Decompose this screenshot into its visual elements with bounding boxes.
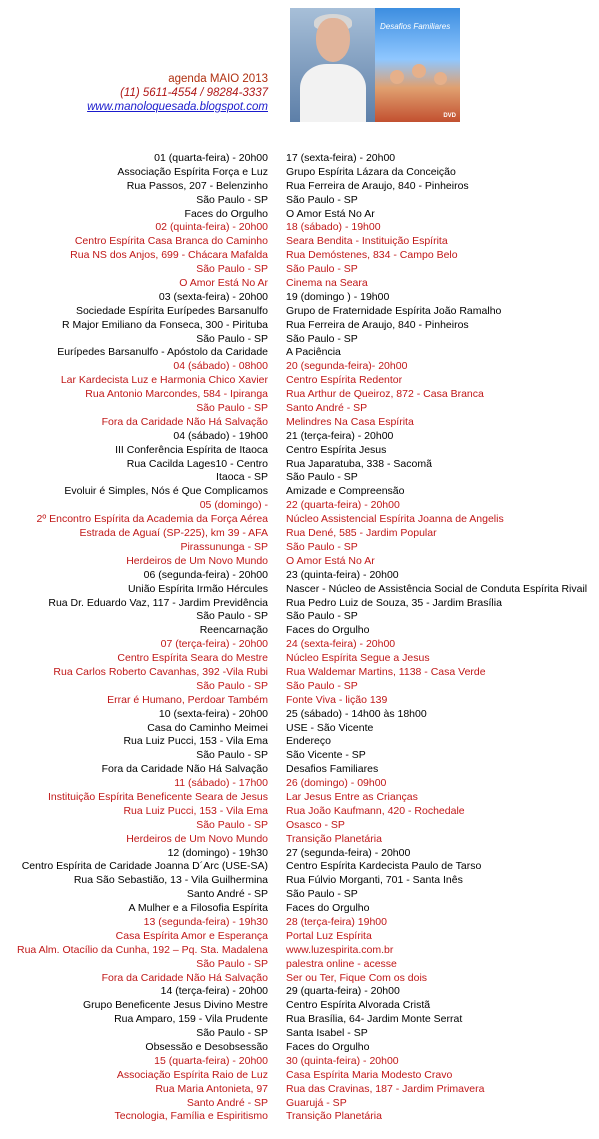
agenda-line: 17 (sexta-feira) - 20h00 [286, 152, 396, 164]
agenda-line: São Paulo - SP [196, 193, 268, 206]
agenda-line: Núcleo Espírita Segue a Jesus [286, 652, 430, 665]
agenda-line: Lar Kardecista Luz e Harmonia Chico Xavier [60, 374, 268, 387]
agenda-line: Rua Cacilda Lages10 - Centro [126, 457, 268, 470]
agenda-line: Obsessão e Desobsessão [145, 1041, 268, 1053]
agenda-line: 26 (domingo) - 09h00 [286, 777, 387, 790]
agenda-line: 06 (segunda-feira) - 20h00 [143, 568, 268, 581]
agenda-line: 22 (quarta-feira) - 20h00 [286, 499, 400, 512]
agenda-line: São Paulo - SP [286, 540, 358, 553]
agenda-line: 24 (sexta-feira) - 20h00 [286, 638, 396, 651]
agenda-line: Rua João Kaufmann, 420 - Rochedale [286, 804, 465, 817]
agenda-line: Santo André - SP [286, 402, 368, 415]
agenda-line: São Paulo - SP [286, 679, 358, 692]
agenda-line: Rua Fúlvio Morganti, 701 - Santa Inês [286, 874, 463, 887]
agenda-line: Rua Amparo, 159 - Vila Prudente [114, 1013, 268, 1026]
agenda-line: Rua Dr. Eduardo Vaz, 117 - Jardim Previdência [48, 596, 268, 609]
agenda-line: Sociedade Espírita Eurípedes Barsanulfo [75, 304, 268, 317]
portrait-image [290, 8, 375, 122]
agenda-line: 04 (sábado) - 19h00 [173, 429, 268, 442]
agenda-line: 13 (segunda-feira) - 19h30 [143, 915, 268, 928]
agenda-line: Rua Carlos Roberto Cavanhas, 392 -Vila Rubi [53, 665, 268, 678]
agenda-line: Melindres Na Casa Espírita [286, 415, 414, 428]
agenda-line: 02 (quinta-feira) - 20h00 [155, 221, 268, 234]
agenda-line: São Paulo - SP [286, 888, 358, 901]
agenda-line: Herdeiros de Um Novo Mundo [126, 554, 268, 567]
agenda-line: São Paulo - SP [196, 749, 268, 762]
agenda-line: Faces do Orgulho [184, 207, 268, 220]
agenda-line: www.luzespirita.com.br [286, 943, 394, 956]
agenda-line: Centro Espírita Kardecista Paulo de Tarso [286, 860, 482, 873]
agenda-line: São Paulo - SP [196, 263, 268, 276]
agenda-line: Centro Espírita Seara do Mestre [117, 652, 268, 665]
agenda-line: Ser ou Ter, Fique Com os dois [286, 971, 428, 984]
agenda-line: Nascer - Núcleo de Assistência Social de Conduta Espírita Rivail [286, 582, 588, 595]
agenda-line: 12 (domingo) - 19h30 [167, 846, 268, 859]
agenda-line: 03 (sexta-feira) - 20h00 [158, 290, 268, 303]
agenda-line: Rua Waldemar Martins, 1138 - Casa Verde [286, 665, 486, 678]
agenda-line: Santo André - SP [186, 1096, 268, 1109]
agenda-line: Seara Bendita - Instituição Espírita [286, 235, 448, 248]
agenda-line: III Conferência Espírita de Itaoca [115, 443, 268, 456]
agenda-line: Centro Espírita Jesus [286, 443, 387, 456]
agenda-line: Casa Espírita Maria Modesto Cravo [286, 1068, 453, 1081]
dvd-cover-title: Desafios Familiares [380, 22, 451, 31]
dvd-logo: DVD [443, 113, 456, 119]
agenda-line: palestra online - acesse [286, 957, 397, 970]
agenda-line: 14 (terça-feira) - 20h00 [160, 985, 268, 998]
agenda-line: São Paulo - SP [196, 402, 268, 415]
agenda-line: Grupo Espírita Lázara da Conceição [286, 165, 456, 178]
agenda-line: Fora da Caridade Não Há Salvação [101, 971, 268, 984]
agenda-line: São Paulo - SP [196, 957, 268, 970]
agenda-line: O Amor Está No Ar [286, 554, 375, 567]
agenda-line: Casa Espírita Amor e Esperança [115, 929, 268, 942]
agenda-line: São Paulo - SP [196, 332, 268, 345]
agenda-line: Rua das Cravinas, 187 - Jardim Primavera [286, 1082, 485, 1095]
agenda-line: 23 (quinta-feira) - 20h00 [286, 568, 399, 581]
agenda-line: Santa Isabel - SP [286, 1027, 368, 1040]
agenda-line: 15 (quarta-feira) - 20h00 [154, 1054, 268, 1067]
agenda-line: 19 (domingo ) - 19h00 [286, 290, 390, 303]
agenda-line: Faces do Orgulho [286, 1041, 370, 1053]
agenda-line: Associação Espírita Raio de Luz [116, 1068, 268, 1081]
agenda-line: Errar é Humano, Perdoar Também [107, 693, 268, 706]
agenda-line: 28 (terça-feira) 19h00 [286, 915, 387, 928]
agenda-line: Transição Planetária [286, 832, 382, 845]
agenda-line: Centro Espírita Alvorada Cristã [286, 999, 431, 1012]
agenda-line: Grupo Beneficente Jesus Divino Mestre [82, 999, 268, 1012]
agenda-line: Amizade e Compreensão [286, 485, 405, 498]
agenda-line: São Paulo - SP [286, 471, 358, 484]
agenda-line: União Espírita Irmão Hércules [127, 582, 268, 595]
agenda-line: Tecnologia, Família e Espiritismo [114, 1110, 268, 1123]
agenda-title: agenda MAIO 2013 [168, 73, 268, 85]
agenda-line: 01 (quarta-feira) - 20h00 [154, 152, 268, 164]
agenda-line: Associação Espírita Força e Luz [117, 165, 268, 178]
agenda-line: 27 (segunda-feira) - 20h00 [286, 846, 411, 859]
agenda-line: Rua Antonio Marcondes, 584 - Ipiranga [85, 388, 268, 401]
agenda-line: Evoluir é Simples, Nós é Que Complicamos [64, 485, 268, 498]
header [0, 0, 599, 130]
agenda-line: Cinema na Seara [286, 277, 368, 290]
agenda-line: Transição Planetária [286, 1110, 382, 1123]
agenda-line: Grupo de Fraternidade Espírita João Ramalho [286, 304, 502, 317]
agenda-line: Lar Jesus Entre as Crianças [286, 790, 418, 803]
agenda-line: Fonte Viva - lição 139 [286, 693, 388, 706]
agenda-line: Eurípedes Barsanulfo - Apóstolo da Caridade [57, 346, 268, 359]
right-column [286, 152, 599, 1124]
agenda-line: São Paulo - SP [286, 332, 358, 345]
agenda-line: 25 (sábado) - 14h00 às 18h00 [286, 707, 427, 720]
agenda-line: Pirassununga - SP [180, 540, 268, 553]
agenda-line: Santo André - SP [186, 888, 268, 901]
agenda-line: Rua NS dos Anjos, 699 - Chácara Mafalda [70, 249, 268, 262]
agenda-line: Rua Luiz Pucci, 153 - Vila Ema [123, 735, 268, 748]
agenda-line: USE - São Vicente [286, 721, 374, 734]
agenda-line: São Paulo - SP [196, 818, 268, 831]
agenda-line: São Paulo - SP [286, 610, 358, 623]
agenda-line: Casa do Caminho Meimei [147, 721, 268, 734]
agenda-line: R Major Emiliano da Fonseca, 300 - Pirituba [61, 318, 268, 331]
agenda-line: 2º Encontro Espírita da Academia da Força Aérea [36, 513, 268, 526]
agenda-line: Rua Luiz Pucci, 153 - Vila Ema [123, 804, 268, 817]
agenda-line: Itaoca - SP [216, 471, 268, 484]
agenda-line: Rua Ferreira de Araujo, 840 - Pinheiros [286, 318, 469, 331]
agenda-line: 30 (quinta-feira) - 20h00 [286, 1054, 399, 1067]
agenda-line: Faces do Orgulho [286, 624, 370, 637]
agenda-line: Rua Demóstenes, 834 - Campo Belo [286, 249, 458, 262]
agenda-line: Fora da Caridade Não Há Salvação [101, 415, 268, 428]
agenda-line: Endereço [286, 735, 331, 748]
agenda-line: São Paulo - SP [196, 679, 268, 692]
agenda-line: Rua Brasília, 64- Jardim Monte Serrat [286, 1013, 463, 1026]
agenda-line: Portal Luz Espírita [286, 929, 372, 942]
header-photo [290, 8, 460, 122]
agenda-line: Núcleo Assistencial Espírita Joanna de Angelis [286, 513, 504, 526]
agenda-line: 11 (sábado) - 17h00 [174, 777, 268, 790]
agenda-line: Centro Espírita Casa Branca do Caminho [74, 235, 268, 248]
agenda-line: 05 (domingo) - [199, 499, 268, 512]
agenda-line: Rua Japaratuba, 338 - Sacomã [286, 457, 432, 470]
agenda-line: Rua Ferreira de Araujo, 840 - Pinheiros [286, 179, 469, 192]
agenda-line: Guarujá - SP [286, 1096, 347, 1109]
agenda-line: Fora da Caridade Não Há Salvação [101, 763, 268, 776]
agenda-line: O Amor Está No Ar [286, 207, 375, 220]
agenda-line: Reencarnação [199, 624, 268, 637]
agenda-line: 10 (sexta-feira) - 20h00 [158, 707, 268, 720]
agenda-line: São Paulo - SP [286, 193, 358, 206]
agenda-line: Centro Espírita de Caridade Joanna D´Arc (USE-SA) [21, 860, 268, 873]
agenda-line: Herdeiros de Um Novo Mundo [126, 832, 268, 845]
agenda-line: Rua Pedro Luiz de Souza, 35 - Jardim Brasília [286, 596, 502, 609]
agenda-line: Rua Dené, 585 - Jardim Popular [286, 527, 437, 540]
agenda-line: Desafios Familiares [286, 763, 379, 776]
agenda-line: Rua Arthur de Queiroz, 872 - Casa Branca [286, 388, 484, 401]
agenda-line: 20 (segunda-feira)- 20h00 [286, 360, 408, 373]
agenda-line: 18 (sábado) - 19h00 [286, 221, 381, 234]
agenda-line: Centro Espírita Redentor [286, 374, 403, 387]
agenda-line: São Paulo - SP [286, 263, 358, 276]
agenda-line: Faces do Orgulho [286, 902, 370, 915]
agenda-line: Estrada de Aguaí (SP-225), km 39 - AFA [79, 527, 268, 540]
agenda-line: Rua Passos, 207 - Belenzinho [126, 179, 268, 192]
agenda-line: A Paciência [286, 346, 341, 359]
agenda-line: O Amor Está No Ar [179, 277, 268, 290]
agenda-line: Rua São Sebastião, 13 - Vila Guilhermina [73, 874, 268, 887]
phone-numbers: (11) 5611-4554 / 98284-3337 [120, 87, 268, 99]
agenda-line: São Paulo - SP [196, 610, 268, 623]
agenda-line: São Paulo - SP [196, 1027, 268, 1040]
agenda-line: A Mulher e a Filosofia Espírita [128, 902, 268, 915]
blog-link[interactable]: www.manoloquesada.blogspot.com [87, 101, 268, 113]
agenda-line: Instituição Espírita Beneficente Seara de Jesus [47, 790, 268, 803]
agenda-line: Rua Maria Antonieta, 97 [155, 1082, 268, 1095]
agenda-line: Rua Alm. Otacílio da Cunha, 192 – Pq. Sta. Madalena [17, 943, 268, 956]
agenda-line: 29 (quarta-feira) - 20h00 [286, 985, 400, 998]
agenda-line: 07 (terça-feira) - 20h00 [160, 638, 268, 651]
left-column [0, 152, 268, 1124]
agenda-line: 04 (sábado) - 08h00 [173, 360, 268, 373]
agenda-line: São Vicente - SP [286, 749, 366, 762]
agenda-line: Osasco - SP [286, 818, 345, 831]
header-text [87, 72, 268, 114]
agenda-line: 21 (terça-feira) - 20h00 [286, 429, 394, 442]
